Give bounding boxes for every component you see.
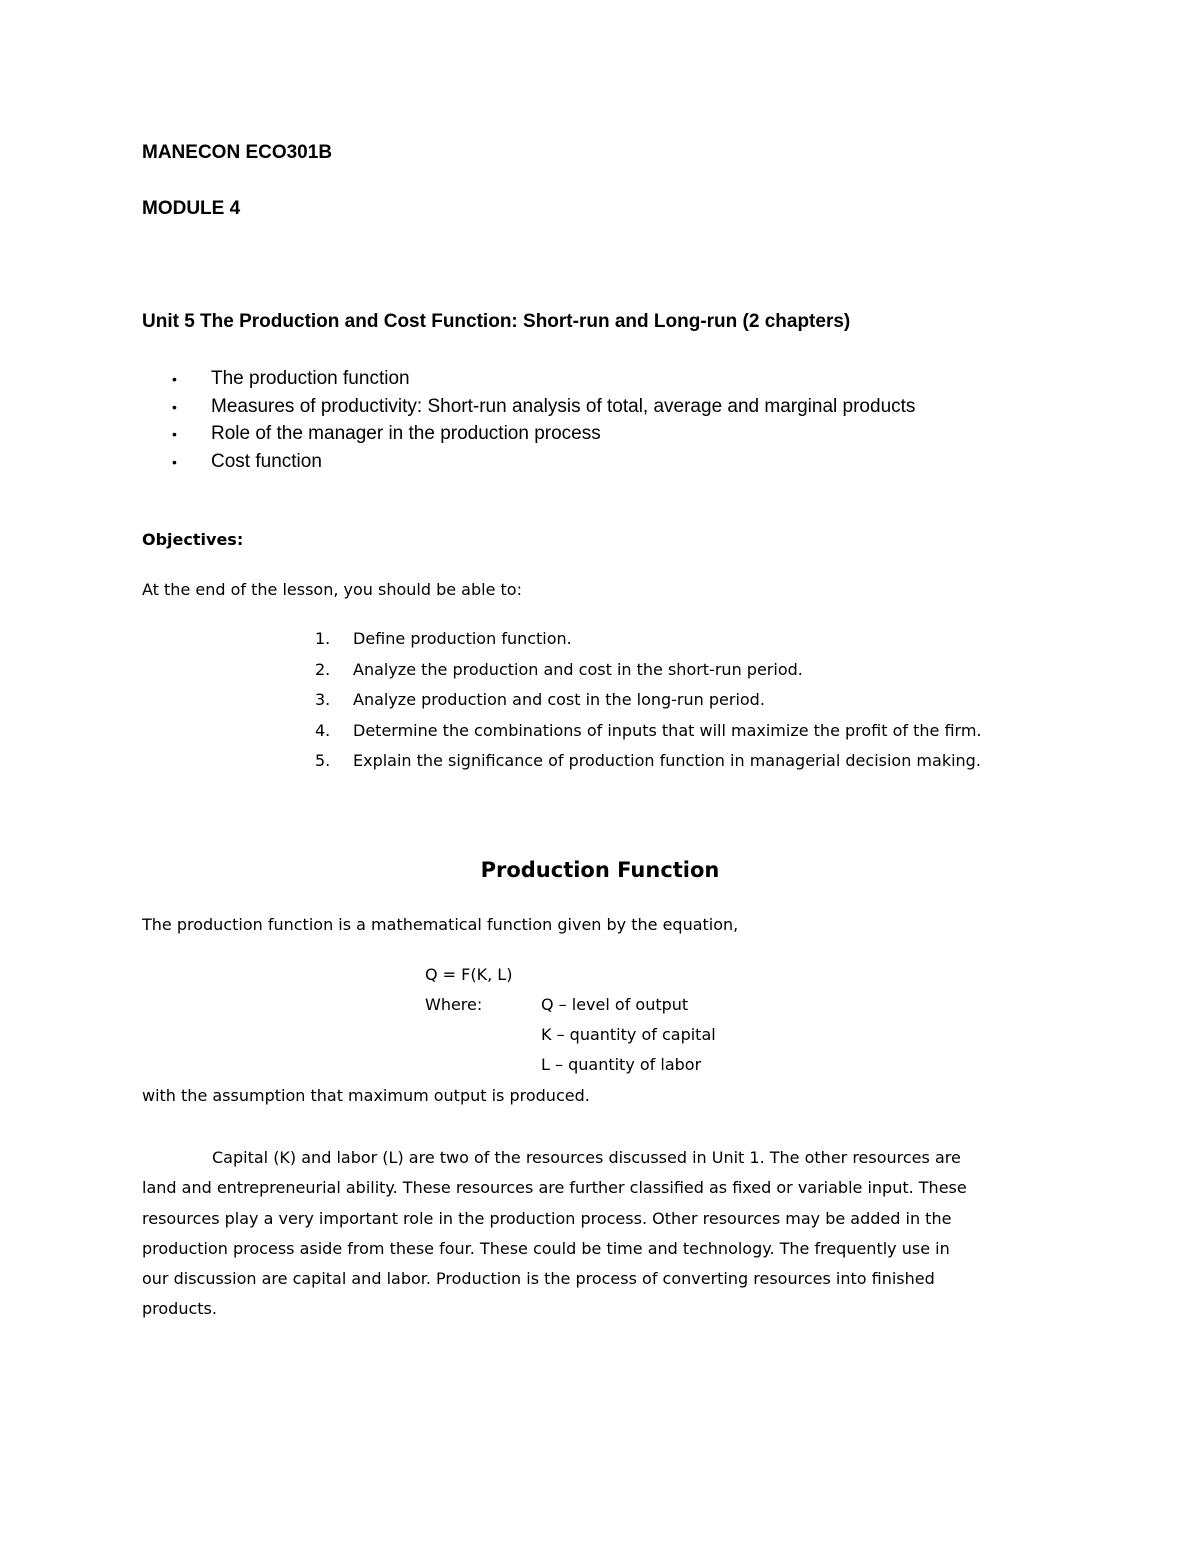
variable-definition: Q – level of output: [541, 995, 689, 1014]
objective-text: Analyze production and cost in the long-run period.: [353, 690, 765, 709]
objectives-intro: At the end of the lesson, you should be able to:: [142, 580, 522, 599]
objectives-heading: Objectives:: [142, 530, 244, 549]
objective-text: Explain the significance of production function in managerial decision making.: [353, 751, 981, 770]
topic-text: Role of the manager in the production process: [211, 423, 601, 444]
variable-definition: L – quantity of labor: [541, 1055, 702, 1074]
bullet-icon: •: [172, 426, 177, 442]
objective-number: 3.: [315, 690, 331, 709]
section-heading: Production Function: [480, 858, 720, 882]
paragraph-line: our discussion are capital and labor. Production is the process of converting resources into finished: [142, 1269, 935, 1289]
bullet-icon: •: [172, 371, 177, 387]
assumption-text: with the assumption that maximum output is produced.: [142, 1086, 590, 1105]
body-paragraph: [142, 1147, 1052, 1329]
module-label: MODULE 4: [142, 198, 241, 219]
objective-text: Determine the combinations of inputs that will maximize the profit of the firm.: [353, 720, 982, 740]
course-code: MANECON ECO301B: [142, 142, 333, 163]
where-label: Where:: [425, 995, 483, 1014]
objective-number: 5.: [315, 751, 331, 770]
topic-text: Cost function: [211, 450, 322, 472]
variable-definition: K – quantity of capital: [541, 1025, 716, 1044]
paragraph-line: Capital (K) and labor (L) are two of the resources discussed in Unit 1. The other resources are: [212, 1148, 961, 1167]
objective-number: 4.: [315, 720, 331, 740]
objective-text: Define production function.: [353, 629, 572, 648]
intro-paragraph: The production function is a mathematical function given by the equation,: [142, 915, 739, 934]
paragraph-line: land and entrepreneurial ability. These resources are further classified as fixed or variable input. These: [142, 1178, 967, 1198]
topic-text: The production function: [211, 368, 410, 389]
paragraph-line: production process aside from these four. These could be time and technology. The frequently use in: [142, 1238, 950, 1258]
topic-text: Measures of productivity: Short-run analysis of total, average and marginal products: [211, 395, 916, 417]
equation: Q = F(K, L): [425, 965, 513, 984]
bullet-icon: •: [172, 453, 177, 470]
objective-number: 2.: [315, 659, 331, 679]
paragraph-line: resources play a very important role in the production process. Other resources may be added in the: [142, 1208, 952, 1228]
objective-text: Analyze the production and cost in the short-run period.: [353, 659, 803, 679]
bullet-icon: •: [172, 398, 177, 415]
paragraph-line: products.: [142, 1299, 217, 1319]
objective-number: 1.: [315, 629, 331, 648]
unit-title: Unit 5 The Production and Cost Function: Short-run and Long-run (2 chapters): [142, 311, 851, 332]
